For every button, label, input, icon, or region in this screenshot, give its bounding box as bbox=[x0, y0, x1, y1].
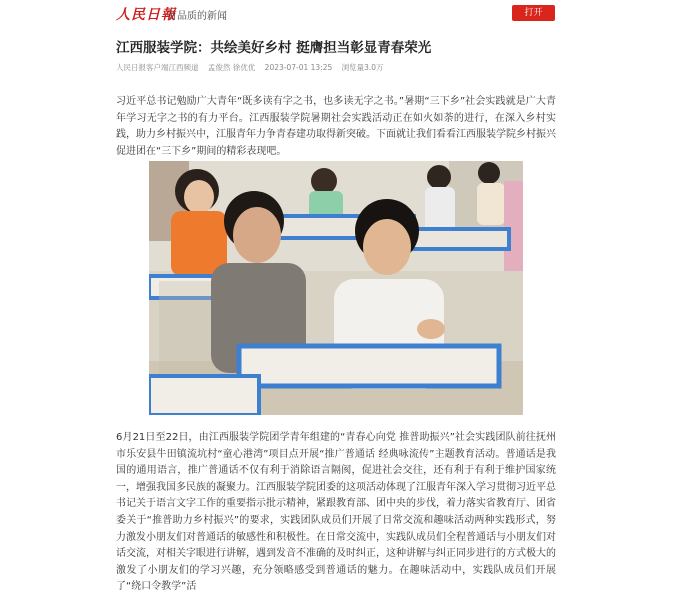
article-paragraph-1: 习近平总书记勉励广大青年“既多读有字之书，也多读无字之书。”暑期“三下乡”社会实践就是广大青年学习无字之书的有力平台。江西服装学院暑期社会实践活动正在如火如荼的进行，在深入乡村实践，助力乡村振兴中，江服青年力争青春建功取得新突破。下面就让我们看看江西服装学院乡村振兴促进团在“三下乡”期间的精彩表现吧。 bbox=[116, 96, 556, 157]
people-daily-logo[interactable]: 人民日報 bbox=[116, 7, 176, 23]
article-datetime: 2023-07-01 13:25 bbox=[264, 63, 333, 72]
article-title: 江西服装学院：共绘美好乡村 挺膺担当彰显青春荣光 bbox=[116, 40, 432, 56]
article-views: 浏览量3.0万 bbox=[341, 63, 384, 72]
article-source[interactable]: 人民日报客户端江西频道 bbox=[116, 63, 199, 72]
article-meta bbox=[116, 62, 391, 73]
open-app-button[interactable]: 打开 bbox=[512, 5, 555, 21]
article-paragraph-2: 6月21日至22日，由江西服装学院团学青年组建的“青春心向党 推普助振兴”社会实践团队前往抚州市乐安县牛田镇流坑村“童心港湾”项目点开展“推广普通话 经典咏流传”主题教育活动。普通话是我国的通用语言，推广普通话不仅有利于消除语言隔阂，促进社会交往，还有利于有利于维护国家统一，增强我国多民族的凝聚力。江西服装学院团委的这项活动体现了江服青年深入学习贯彻习近平总书记关于语言文字工作的重要指示批示精神，紧跟教育部、团中央的步伐，着力落实省教育厅、团省委关于“推普助力乡村振兴”的要求，实践团队成员们开展了日常交流和趣味活动两种实践形式，努力激发小朋友们对普通话的敏感性和积极性。在日常交流中，实践队成员们全程普通话与小朋友们对话交流，对相关字眼进行讲解，遇到发音不准确的及时纠正，这种讲解与纠正同步进行的方式极大的激发了小朋友们的学习兴趣，充分领略感受到普通话的魅力。在趣味活动中，实践队成员们开展了“绕口令教学”活 bbox=[116, 432, 556, 593]
article-photo bbox=[149, 161, 523, 415]
article-authors: 孟俊然 徐优优 bbox=[207, 63, 256, 72]
top-bar bbox=[0, 0, 673, 28]
slogan-text: 有品质的新闻 bbox=[167, 11, 227, 22]
classroom-photo-illustration bbox=[149, 161, 523, 415]
